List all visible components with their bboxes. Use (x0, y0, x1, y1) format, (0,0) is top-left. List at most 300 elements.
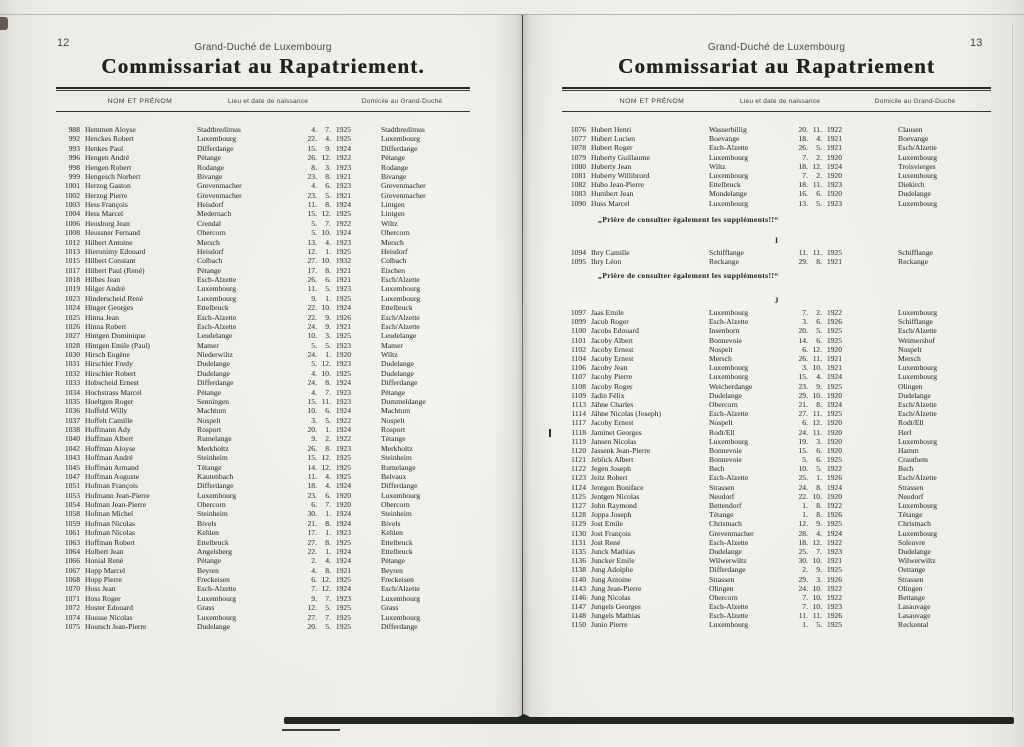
table-row (562, 473, 991, 482)
entry-domicile: Esch/Alzette (381, 321, 420, 331)
entry-birth-day: 1. (802, 510, 808, 520)
table-row (562, 529, 991, 538)
entry-birthplace: Nospelt (197, 415, 221, 425)
entry-birthplace: Rosport (197, 425, 222, 434)
entry-name: Jadin Félix (591, 390, 625, 400)
entry-birth-day: 9. (311, 593, 317, 603)
entry-number: 1108 (571, 381, 586, 391)
entry-birth-year: 1925 (335, 368, 351, 378)
entry-birthplace: Angelsberg (197, 546, 232, 556)
entry-birth-month: 2. (816, 170, 822, 180)
entry-domicile: Mersch (898, 354, 921, 363)
column-header-birth: Lieu et date de naissance (739, 98, 821, 105)
entry-number: 1023 (64, 293, 80, 303)
entry-birth-day: 24. (307, 350, 317, 359)
entry-name: Hofman Nicolas (85, 518, 135, 528)
table-row (56, 303, 470, 312)
entry-domicile: Luxembourg (381, 134, 421, 144)
entry-number: 1024 (64, 303, 80, 313)
entry-name: Jungels Georges (591, 602, 641, 612)
entry-birth-day: 1. (802, 620, 808, 630)
entry-birth-day: 14. (798, 335, 808, 345)
entry-domicile: Rumelange (381, 462, 416, 472)
column-header-domicile: Domicile au Grand-Duché (361, 98, 443, 105)
entry-domicile: Neudorf (898, 491, 924, 501)
entry-birth-day: 26. (307, 153, 317, 163)
entry-name: Honial René (85, 556, 124, 566)
entry-birthplace: Bonnevoie (709, 455, 742, 465)
entry-name: Jähne Charles (591, 399, 634, 409)
table-row (562, 575, 991, 584)
entry-birth-month: 11. (812, 409, 822, 419)
entry-birth-day: 18. (798, 537, 808, 547)
entry-birth-year: 1926 (826, 317, 842, 327)
entry-birthplace: Esch-Alzette (709, 409, 749, 419)
entry-birth-year: 1925 (335, 537, 351, 547)
entry-birth-year: 1926 (826, 611, 842, 621)
entry-birth-month: 1. (325, 293, 331, 303)
entry-name: Jacoby Ernest (591, 344, 634, 354)
entry-birth-month: 5. (816, 198, 822, 208)
table-row (562, 308, 991, 317)
entry-birth-day: 10. (798, 464, 808, 474)
entry-birthplace: Obercorn (197, 500, 226, 509)
entry-number: 1099 (570, 317, 586, 327)
entry-birth-year: 1925 (826, 519, 842, 529)
entry-birthplace: Luxembourg (197, 490, 237, 500)
entry-birth-year: 1925 (335, 331, 351, 341)
table-row (562, 565, 991, 574)
entry-birthplace: Luxembourg (709, 198, 749, 208)
entry-birth-month: 8. (325, 378, 331, 388)
entry-birthplace: Freckeisen (197, 575, 230, 584)
entry-name: Humbert Jean (591, 189, 634, 199)
supplement-note: „Prière de consulter également les suppléments!!“ (598, 271, 779, 281)
entry-name: Hofmann Jean-Pierre (85, 490, 150, 500)
column-header-domicile: Domicile au Grand-Duché (874, 98, 956, 105)
entry-birth-month: 3. (816, 574, 822, 584)
entry-birth-day: 28. (798, 528, 808, 538)
entry-birthplace: Obercorn (709, 399, 738, 409)
entry-domicile: Esch/Alzette (898, 399, 937, 409)
entry-name: Herzog Gaston (85, 181, 131, 191)
entry-birth-year: 1921 (826, 556, 842, 566)
entry-birth-month: 6. (816, 455, 822, 465)
entry-birth-day: 2. (802, 565, 808, 575)
entry-number: 1101 (571, 335, 586, 345)
entry-birth-year: 1920 (826, 427, 842, 437)
table-row (56, 622, 470, 631)
entry-name: John Raymond (591, 501, 637, 510)
entry-name: Heussner Fernand (85, 228, 141, 238)
entry-birth-day: 6. (311, 500, 317, 509)
table-row (56, 472, 470, 481)
entry-domicile: Luxembourg (381, 293, 421, 303)
entry-domicile: Dudelange (898, 390, 931, 400)
entry-number: 1131 (571, 537, 586, 547)
entry-name: Hess Marcel (85, 209, 124, 219)
entry-name: Jung Nicolas (591, 592, 631, 602)
entry-birth-year: 1925 (335, 293, 351, 303)
table-row (562, 400, 991, 409)
table-row (562, 317, 991, 326)
entry-birth-year: 1925 (335, 134, 351, 144)
entry-number: 1127 (571, 501, 586, 510)
entry-birthplace: Bonnevoie (709, 445, 742, 455)
entry-birth-day: 15. (307, 396, 317, 406)
table-row (56, 209, 470, 218)
entry-birthplace: Insenborn (709, 326, 740, 336)
entry-birth-year: 1924 (335, 425, 351, 434)
entry-birth-month: 8. (325, 265, 331, 275)
entry-birthplace: Esch-Alzette (709, 537, 749, 547)
entry-birthplace: Nospelt (709, 418, 733, 428)
entry-birthplace: Luxembourg (197, 293, 237, 303)
entry-name: Hirsch Eugène (85, 350, 130, 359)
entry-birth-year: 1922 (335, 218, 351, 228)
entry-birth-year: 1923 (335, 387, 351, 397)
table-row (562, 446, 991, 455)
entry-number: 1002 (64, 190, 80, 200)
entry-number: 1079 (570, 152, 586, 162)
entry-domicile: Olingen (898, 583, 923, 593)
table-row (56, 613, 470, 622)
entry-birth-year: 1922 (826, 592, 842, 602)
entry-number: 1042 (64, 443, 80, 453)
entry-name: Hubo Jean-Pierre (591, 180, 644, 190)
table-row (562, 538, 991, 547)
entry-domicile: Grevenmacher (381, 190, 426, 200)
entry-domicile: Steinheim (381, 509, 412, 519)
entry-birth-month: 5. (325, 190, 331, 200)
entry-number: 1033 (64, 378, 80, 388)
entry-name: Joppa Joseph (591, 510, 632, 520)
entry-domicile: Troisvierges (898, 161, 936, 171)
table-row (562, 143, 991, 152)
entry-name: Heusburg Jean (85, 218, 130, 228)
entry-birth-day: 9. (311, 293, 317, 303)
entry-birth-year: 1923 (335, 340, 351, 350)
entry-birth-month: 10. (321, 303, 331, 313)
entry-birth-year: 1923 (335, 396, 351, 406)
entry-birth-day: 2. (311, 556, 317, 566)
entry-birth-year: 1923 (335, 162, 351, 172)
entry-birth-year: 1923 (826, 602, 842, 612)
entry-birth-month: 7. (325, 612, 331, 622)
entry-birth-day: 25. (798, 546, 808, 556)
entry-birth-year: 1923 (335, 359, 351, 369)
entry-domicile: Bech (898, 464, 914, 474)
table-row (562, 153, 991, 162)
entry-name: Hoffman André (85, 453, 133, 463)
entry-birth-day: 15. (307, 453, 317, 463)
entry-birth-month: 8. (325, 537, 331, 547)
entry-name: Hilbert Antoine (85, 237, 133, 247)
entry-birth-year: 1925 (826, 326, 842, 336)
table-row (562, 257, 991, 266)
entry-birth-day: 23. (307, 190, 317, 200)
entry-birth-month: 4. (325, 481, 331, 491)
table-row (56, 575, 470, 584)
entry-domicile: Ettelbruck (381, 303, 413, 313)
entry-number: 1075 (64, 621, 80, 631)
entry-birthplace: Differdange (197, 378, 234, 388)
entry-number: 1026 (64, 321, 80, 331)
entry-birth-year: 1925 (826, 247, 842, 257)
page-number: 12 (57, 37, 70, 49)
entry-number: 1032 (64, 368, 80, 378)
entry-birth-year: 1920 (826, 170, 842, 180)
entry-domicile: Dudelange (898, 189, 931, 199)
entry-domicile: Luxembourg (898, 501, 938, 510)
entry-birth-day: 23. (307, 490, 317, 500)
entry-name: Jegen Joseph (591, 464, 631, 474)
entry-birth-day: 20. (307, 425, 317, 434)
entry-number: 1120 (571, 445, 586, 455)
entry-name: Hinna Robert (85, 321, 127, 331)
entry-number: 1045 (64, 462, 80, 472)
entry-name: Jassenk Jean-Pierre (591, 445, 651, 455)
entry-name: Hirschler Fredy (85, 359, 133, 369)
entry-domicile: Luxembourg (898, 308, 938, 318)
entry-domicile: Machtum (381, 406, 411, 416)
table-row (562, 363, 991, 372)
entry-domicile: Clausen (898, 125, 923, 134)
entry-domicile: Obercorn (381, 500, 410, 509)
entry-birth-year: 1924 (335, 518, 351, 528)
entry-domicile: Esch/Alzette (381, 275, 420, 284)
entry-birthplace: Reckange (709, 256, 739, 266)
entry-name: Huss Marcel (591, 198, 630, 208)
entry-birth-month: 9. (325, 312, 331, 322)
entry-name: Hoffman Armand (85, 462, 139, 472)
entry-birth-year: 1923 (826, 180, 842, 190)
entry-birth-month: 8. (816, 399, 822, 409)
entry-name: Jansen Nicolas (591, 436, 637, 446)
entry-birth-day: 16. (798, 189, 808, 199)
entry-birthplace: Colbach (197, 256, 223, 266)
entry-birth-day: 15. (307, 143, 317, 153)
entry-number: 992 (68, 134, 80, 144)
entry-birth-month: 12. (812, 344, 822, 354)
entry-birth-month: 1. (325, 528, 331, 538)
entry-birth-year: 1920 (826, 436, 842, 446)
entry-birth-year: 1924 (826, 161, 842, 171)
entry-number: 1047 (64, 471, 80, 481)
entry-number: 1114 (571, 409, 586, 419)
entry-birth-month: 6. (816, 317, 822, 327)
entry-birth-year: 1926 (826, 510, 842, 520)
entry-birth-month: 12. (321, 575, 331, 584)
entry-number: 1058 (64, 509, 80, 519)
entry-birth-month: 7. (325, 387, 331, 397)
entry-birth-month: 10. (321, 256, 331, 266)
entry-domicile: Eischen (381, 265, 406, 275)
right-table (562, 125, 991, 630)
table-row (56, 500, 470, 509)
table-row (56, 603, 470, 612)
entry-number: 1066 (64, 556, 80, 566)
entry-birth-month: 8. (325, 565, 331, 575)
entry-domicile: Esch/Alzette (381, 312, 420, 322)
table-row (56, 172, 470, 181)
entry-number: 1143 (571, 583, 586, 593)
entry-domicile: Dudelange (381, 359, 414, 369)
entry-name: Jacoby Pierre (591, 372, 633, 382)
entry-name: Jacobs Edouard (591, 326, 639, 336)
entry-birth-day: 5. (311, 359, 317, 369)
entry-number: 1001 (64, 181, 80, 191)
entry-number: 1006 (64, 218, 80, 228)
entry-domicile: Schifflange (898, 247, 933, 257)
entry-birth-day: 22. (307, 303, 317, 313)
entry-birth-day: 20. (307, 621, 317, 631)
table-row (562, 326, 991, 335)
entry-birth-day: 13. (798, 198, 808, 208)
entry-domicile: Oettange (898, 565, 926, 575)
entry-birth-year: 1922 (826, 537, 842, 547)
entry-name: Jähne Nicolas (Joseph) (591, 409, 662, 419)
table-row (562, 519, 991, 528)
table-row (56, 191, 470, 200)
entry-birth-year: 1922 (826, 464, 842, 474)
entry-birth-month: 10. (812, 602, 822, 612)
entry-birth-month: 6. (325, 406, 331, 416)
entry-domicile: Leudelange (381, 331, 417, 341)
entry-birth-day: 27. (307, 256, 317, 266)
table-row (56, 275, 470, 284)
entry-number: 1122 (571, 464, 586, 474)
entry-birth-month: 10. (812, 583, 822, 593)
table-row (562, 125, 991, 134)
entry-number: 1018 (64, 275, 80, 284)
entry-birthplace: Esch-Alzette (197, 584, 237, 594)
entry-number: 1102 (571, 344, 586, 354)
entry-birthplace: Esch-Alzette (197, 312, 237, 322)
entry-name: Henckes Robert (85, 134, 134, 144)
entry-name: Huberty Jean (591, 161, 632, 171)
entry-birth-year: 1922 (335, 434, 351, 444)
entry-name: Housse Nicolas (85, 612, 133, 622)
entry-domicile: Nospelt (898, 344, 922, 354)
entry-birth-day: 11. (307, 471, 317, 481)
entry-birth-month: 10. (321, 228, 331, 238)
entry-name: Jung Antoine (591, 574, 632, 584)
entry-number: 1008 (64, 228, 80, 238)
table-row (562, 584, 991, 593)
entry-number: 1040 (64, 434, 80, 444)
column-header-birth: Lieu et date de naissance (227, 98, 309, 105)
entry-birthplace: Tétange (709, 510, 734, 520)
entry-birth-month: 10. (812, 592, 822, 602)
table-row (56, 528, 470, 537)
table-row (56, 256, 470, 265)
entry-birthplace: Medernach (197, 209, 232, 219)
page-right (512, 0, 1024, 747)
entry-domicile: Tétange (898, 510, 923, 520)
entry-birthplace: Weicherdange (709, 381, 753, 391)
entry-birth-year: 1925 (335, 575, 351, 584)
entry-birth-year: 1925 (335, 621, 351, 631)
entry-birth-day: 3. (802, 317, 808, 327)
entry-number: 1017 (64, 265, 80, 275)
entry-birth-month: 12. (321, 584, 331, 594)
entry-number: 1119 (571, 436, 586, 446)
entry-birth-day: 20. (798, 125, 808, 134)
entry-name: Jentgen Nicolas (591, 491, 640, 501)
entry-birthplace: Dudelange (709, 390, 742, 400)
entry-name: Hieronimy Edouard (85, 246, 146, 256)
entry-domicile: Luxembourg (898, 372, 938, 382)
table-row (56, 322, 470, 331)
entry-birth-month: 2. (325, 434, 331, 444)
table-row (562, 171, 991, 180)
entry-birthplace: Grevenmacher (197, 181, 242, 191)
entry-number: 1067 (64, 565, 80, 575)
entry-name: Hoeltgen Roger (85, 396, 134, 406)
entry-birth-month: 6. (816, 445, 822, 455)
entry-number: 1121 (571, 455, 586, 465)
entry-name: Hoffmann Ady (85, 425, 131, 434)
entry-number: 1107 (571, 372, 586, 382)
entry-birth-month: 6. (816, 189, 822, 199)
entry-birthplace: Luxembourg (709, 152, 749, 162)
entry-birthplace: Christnach (709, 519, 742, 529)
entry-number: 1090 (570, 198, 586, 208)
entry-number: 1034 (64, 387, 80, 397)
entry-birthplace: Stadtbredimus (197, 125, 241, 134)
entry-domicile: Luxembourg (898, 436, 938, 446)
entry-birthplace: Grevenmacher (197, 190, 242, 200)
entry-domicile: Soleuvre (898, 537, 925, 547)
entry-birth-day: 8. (311, 162, 317, 172)
entry-domicile: Mersch (381, 237, 404, 247)
entry-birth-day: 22. (307, 134, 317, 144)
entry-domicile: Strassen (898, 574, 924, 584)
table-row (562, 602, 991, 611)
entry-name: Hoffman Albert (85, 434, 134, 444)
entry-birth-month: 4. (325, 556, 331, 566)
entry-birthplace: Heisdorf (197, 246, 224, 256)
entry-birth-month: 8. (816, 256, 822, 266)
entry-domicile: Lasauvage (898, 602, 931, 612)
entry-birthplace: Obercorn (197, 228, 226, 238)
entry-birthplace: Boevange (709, 134, 740, 144)
entry-birth-year: 1925 (335, 209, 351, 219)
entry-number: 1129 (571, 519, 586, 529)
entry-birth-month: 11. (321, 396, 331, 406)
table-row (562, 418, 991, 427)
entry-number: 1124 (571, 482, 586, 492)
entry-name: Hofman Michel (85, 509, 134, 519)
entry-birth-month: 8. (816, 482, 822, 492)
entry-birth-month: 4. (325, 471, 331, 481)
entry-number: 1147 (571, 602, 586, 612)
entry-birth-day: 5. (311, 340, 317, 350)
entry-birthplace: Pétange (197, 556, 222, 566)
entry-birth-day: 12. (798, 519, 808, 529)
entry-birth-year: 1923 (826, 198, 842, 208)
entry-name: Jeitz Robert (591, 473, 628, 483)
entry-birth-day: 4. (311, 181, 317, 191)
entry-birth-month: 2. (816, 152, 822, 162)
entry-birth-day: 14. (307, 462, 317, 472)
entry-birthplace: Luxembourg (709, 620, 749, 630)
table-row (56, 388, 470, 397)
entry-birth-day: 24. (798, 583, 808, 593)
entry-birth-year: 1921 (335, 565, 351, 575)
table-row (56, 350, 470, 359)
